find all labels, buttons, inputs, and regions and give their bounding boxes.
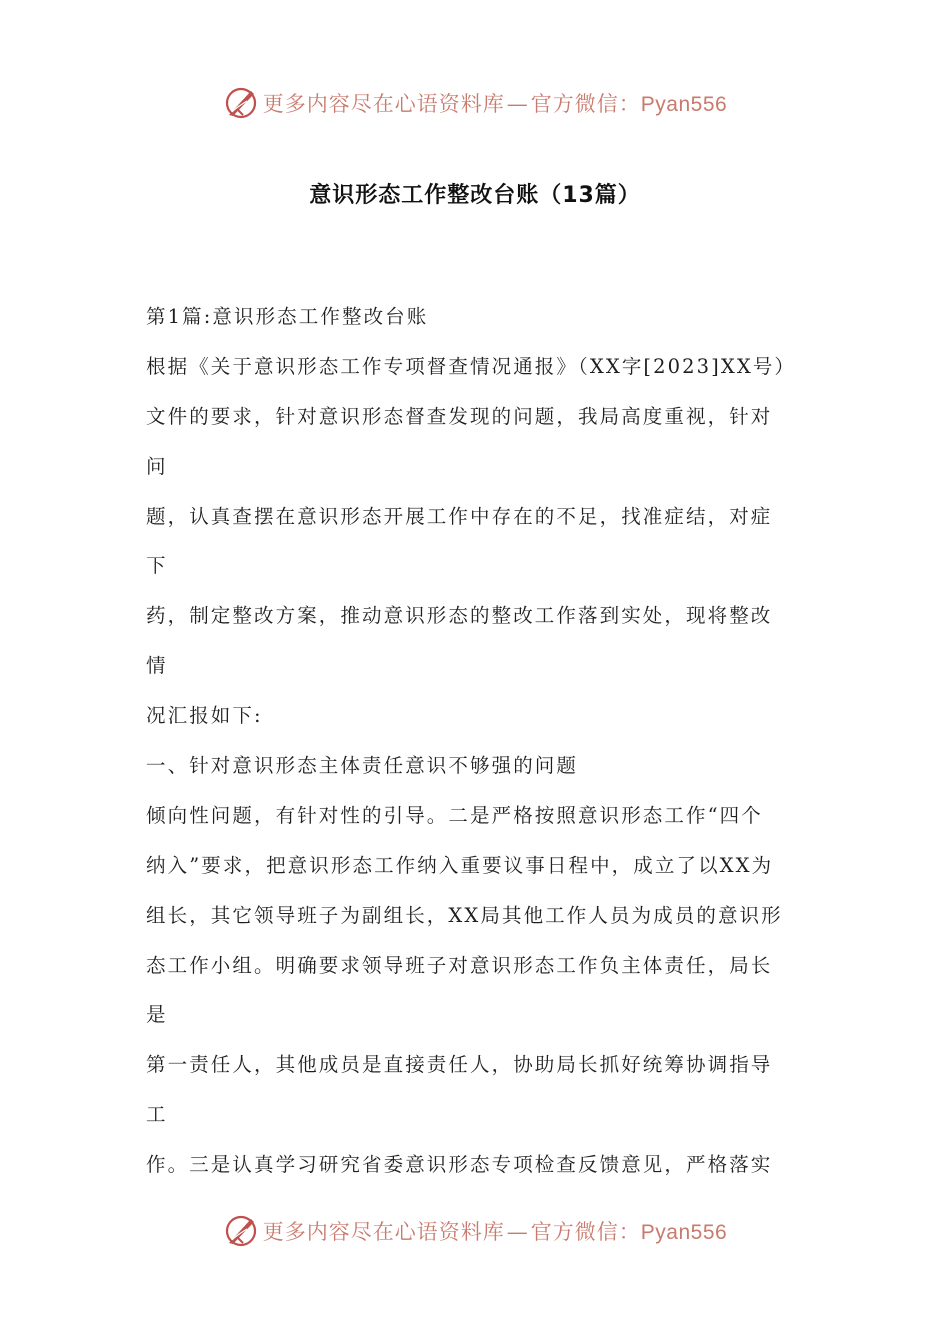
body-line: 作。三是认真学习研究省委意识形态专项检查反馈意见，严格落实 bbox=[146, 1153, 773, 1177]
banner-wechat-id: Pyan556 bbox=[640, 1221, 728, 1244]
banner-text bbox=[263, 88, 727, 118]
header-banner bbox=[0, 83, 950, 123]
banner-text bbox=[263, 1216, 727, 1246]
footer-banner bbox=[0, 1211, 950, 1251]
body-line: 是 bbox=[146, 1003, 168, 1027]
banner-wechat-label: 官方微信： bbox=[530, 92, 641, 116]
body-line: 况汇报如下: bbox=[146, 704, 263, 728]
banner-slogan: 更多内容尽在心语资料库 bbox=[262, 92, 505, 116]
body-line: 第一责任人，其他成员是直接责任人，协助局长抓好统筹协调指导 bbox=[146, 1053, 773, 1077]
body-line: 纳入”要求，把意识形态工作纳入重要议事日程中，成立了以XX为 bbox=[146, 853, 774, 877]
banner-separator: — bbox=[506, 1220, 529, 1244]
body-line: 题，认真查摆在意识形态开展工作中存在的不足，找准症结，对症 bbox=[146, 504, 773, 528]
quill-logo-icon bbox=[223, 1213, 259, 1249]
banner-separator: — bbox=[506, 92, 529, 116]
document-body bbox=[146, 300, 816, 1198]
banner-wechat-label: 官方微信： bbox=[530, 1220, 641, 1244]
banner-slogan: 更多内容尽在心语资料库 bbox=[262, 1220, 505, 1244]
body-line: 问 bbox=[146, 454, 168, 478]
body-line: 根据《关于意识形态工作专项督查情况通报》（XX字[2023]XX号） bbox=[146, 354, 797, 378]
body-line: 下 bbox=[146, 554, 168, 578]
body-line: 情 bbox=[146, 654, 168, 678]
body-line: 工 bbox=[146, 1103, 168, 1127]
quill-logo-icon bbox=[223, 85, 259, 121]
document-title: 意识形态工作整改台账（13篇） bbox=[309, 183, 641, 208]
section-heading: 一、针对意识形态主体责任意识不够强的问题 bbox=[146, 754, 579, 778]
banner-wechat-id: Pyan556 bbox=[640, 93, 728, 116]
body-line: 倾向性问题，有针对性的引导。二是严格按照意识形态工作“四个 bbox=[146, 803, 763, 827]
body-line: 组长，其它领导班子为副组长，XX局其他工作人员为成员的意识形 bbox=[146, 903, 783, 927]
body-line: 文件的要求，针对意识形态督查发现的问题，我局高度重视，针对 bbox=[146, 404, 773, 428]
body-line: 第1篇:意识形态工作整改台账 bbox=[146, 305, 429, 328]
body-line: 态工作小组。明确要求领导班子对意识形态工作负主体责任，局长 bbox=[146, 953, 773, 977]
body-line: 药，制定整改方案，推动意识形态的整改工作落到实处，现将整改 bbox=[146, 604, 773, 628]
